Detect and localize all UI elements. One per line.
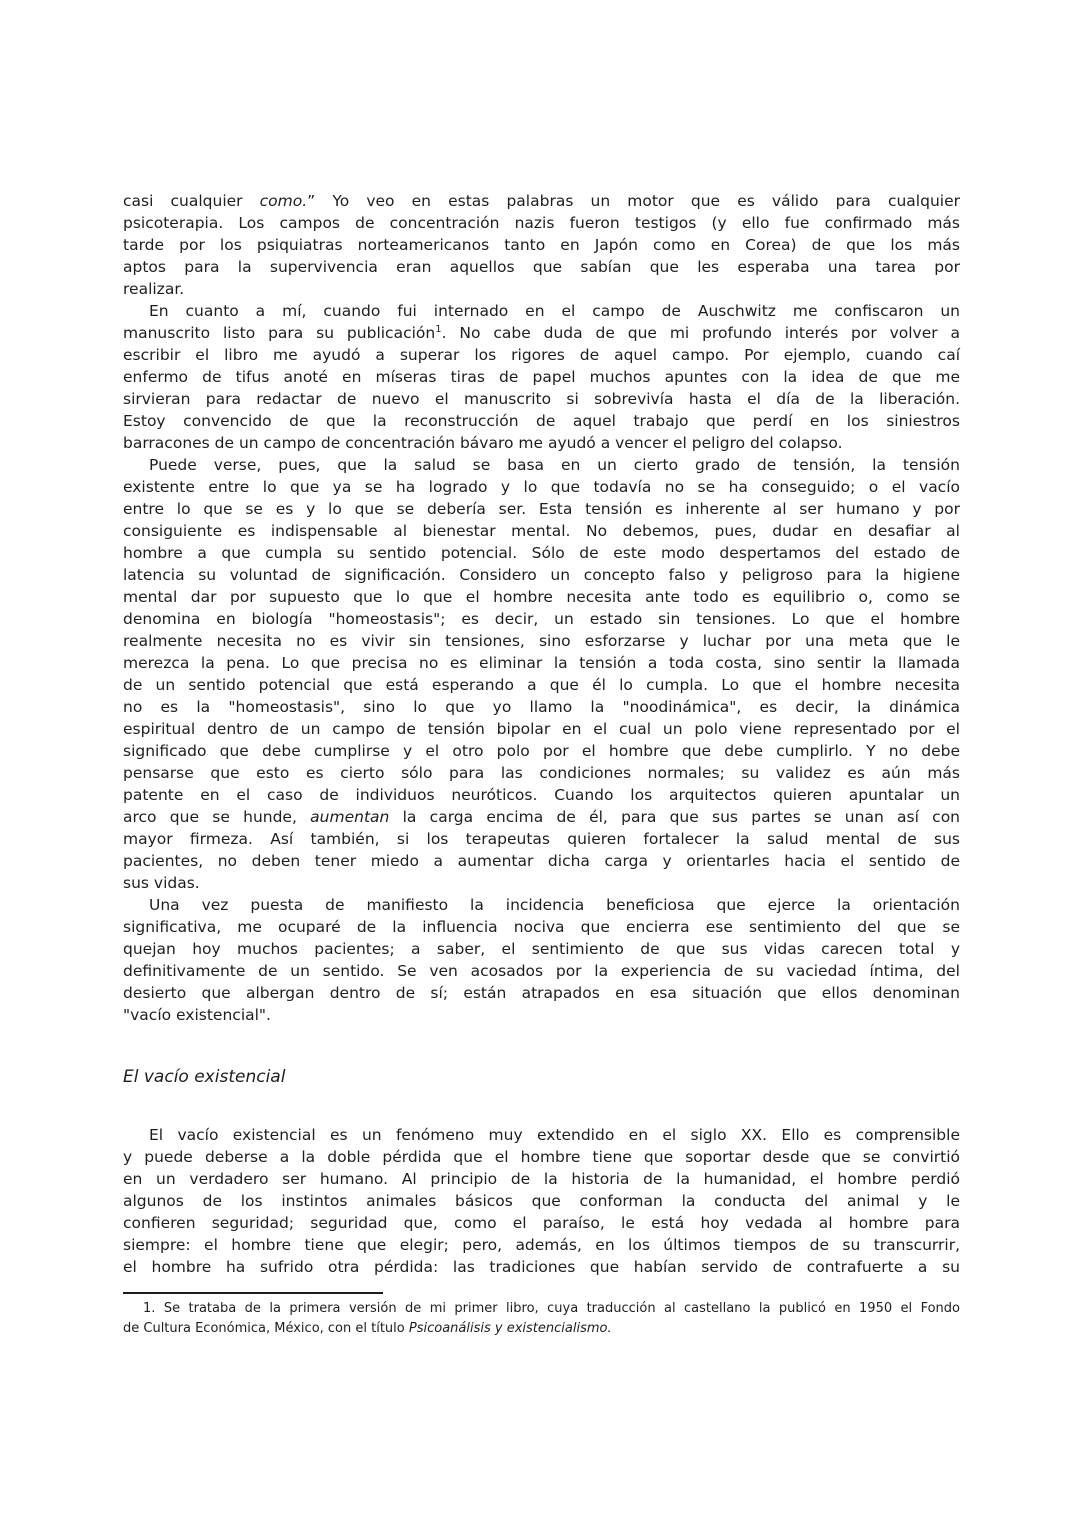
text-line: manuscrito listo para su publicación$^1$. No cabe duda de que mi profundo interés por volver a — [123, 323, 961, 342]
text-line: quejan hoy muchos pacientes; a saber, el sentimiento de que sus vidas carecen total y — [123, 940, 960, 958]
text-line: hombre a que cumpla su sentido potencial. Sólo de este modo despertamos del estado de — [123, 544, 960, 562]
text-line: Puede verse, pues, que la salud se basa en un cierto grado de tensión, la tensión — [149, 456, 960, 474]
text-line: entre lo que se es y lo que se debería ser. Esta tensión es inherente al ser humano y por — [123, 500, 960, 518]
text-line: significado que debe cumplirse y el otro polo por el hombre que debe cumplirlo. Y no debe — [123, 742, 960, 760]
text-line: Estoy convencido de que la reconstrucción de aquel trabajo que perdí en los siniestros — [123, 412, 960, 430]
text-line: realmente necesita no es vivir sin tensiones, sino esforzarse y luchar por una meta que le — [123, 632, 960, 650]
text-line: pacientes, no deben tener miedo a aumentar dicha carga y orientarles hacia el sentido de — [123, 852, 960, 870]
body-paragraphs — [123, 190, 960, 1026]
text-line: el hombre ha sufrido otra pérdida: las tradiciones que habían servido de contrafuerte a su — [123, 1258, 960, 1276]
text-line: realizar. — [123, 280, 185, 298]
paragraph — [123, 1124, 960, 1278]
text-line: y puede deberse a la doble pérdida que el hombre tiene que soportar desde que se convirtió — [123, 1148, 960, 1166]
text-line: consiguiente es indispensable al bienestar mental. No debemos, pues, dudar en desafiar al — [123, 522, 960, 540]
text-line: de un sentido potencial que está esperando a que él lo cumpla. Lo que el hombre necesita — [123, 676, 960, 694]
text-line: El vacío existencial es un fenómeno muy extendido en el siglo XX. Ello es comprensible — [149, 1126, 960, 1144]
footnote — [123, 1299, 960, 1339]
text-block — [123, 190, 960, 1339]
text-line: patente en el caso de individuos neuróticos. Cuando los arquitectos quieren apuntalar un — [123, 786, 960, 804]
text-line: casi cualquier como.” Yo veo en estas palabras un motor que es válido para cualquier — [123, 192, 960, 210]
text-line: "vacío existencial". — [123, 1006, 271, 1024]
footnote-separator — [123, 1292, 383, 1294]
text-line: denomina en biología "homeostasis"; es decir, un estado sin tensiones. Lo que el hombre — [123, 610, 960, 628]
text-line: no es la "homeostasis", sino lo que yo llamo la "noodinámica", es decir, la dinámica — [123, 698, 960, 716]
text-line: sirvieran para redactar de nuevo el manuscrito si sobrevivía hasta el día de la liberación. — [123, 390, 960, 408]
text-line: algunos de los instintos animales básicos que conforman la conducta del animal y le — [123, 1192, 960, 1210]
text-line: psicoterapia. Los campos de concentración nazis fueron testigos (y ello fue confirmado más — [123, 214, 960, 232]
text-line: escribir el libro me ayudó a superar los rigores de aquel campo. Por ejemplo, cuando caí — [123, 346, 960, 364]
text-line: definitivamente de un sentido. Se ven acosados por la experiencia de su vaciedad íntima, del — [123, 962, 960, 980]
text-line: enfermo de tifus anoté en míseras tiras de papel muchos apuntes con la idea de que me — [123, 368, 960, 386]
text-line: siempre: el hombre tiene que elegir; pero, además, en los últimos tiempos de su transcurrir, — [123, 1236, 960, 1254]
text-line: merezca la pena. Lo que precisa no es eliminar la tensión a toda costa, sino sentir la llamada — [123, 654, 960, 672]
text-line: confieren seguridad; seguridad que, como el paraíso, le está hoy vedada al hombre para — [123, 1214, 960, 1232]
paragraph — [123, 300, 960, 454]
text-line: existente entre lo que ya se ha logrado y lo que todavía no se ha conseguido; o el vacío — [123, 478, 960, 496]
text-line: en un verdadero ser humano. Al principio de la historia de la humanidad, el hombre perdió — [123, 1170, 960, 1188]
text-line: significativa, me ocuparé de la influencia nociva que encierra ese sentimiento del que se — [123, 918, 960, 936]
text-line: pensarse que esto es cierto sólo para las condiciones normales; su validez es aún más — [123, 764, 960, 782]
text-line: sus vidas. — [123, 874, 200, 892]
text-line: Una vez puesta de manifiesto la incidencia beneficiosa que ejerce la orientación — [149, 896, 960, 914]
text-line: barracones de un campo de concentración bávaro me ayudó a vencer el peligro del colapso. — [123, 434, 843, 452]
text-line: mental dar por supuesto que lo que el hombre necesita ante todo es equilibrio o, como se — [123, 588, 960, 606]
paragraph — [123, 190, 960, 300]
text-line: En cuanto a mí, cuando fui internado en el campo de Auschwitz me confiscaron un — [149, 302, 960, 320]
section-paragraphs — [123, 1124, 960, 1278]
paragraph — [123, 454, 960, 894]
text-line: 1. Se trataba de la primera versión de mi primer libro, cuya traducción al castellano la publicó en 1950 el Fondo — [143, 1301, 960, 1316]
text-line: desierto que albergan dentro de sí; están atrapados en esa situación que ellos denominan — [123, 984, 960, 1002]
text-line: mayor firmeza. Así también, si los terapeutas quieren fortalecer la salud mental de sus — [123, 830, 960, 848]
section-heading: El vacío existencial — [123, 1067, 286, 1087]
text-line: espiritual dentro de un campo de tensión bipolar en el cual un polo viene representado por el — [123, 720, 960, 738]
text-line: aptos para la supervivencia eran aquellos que sabían que les esperaba una tarea por — [123, 258, 960, 276]
text-line: arco que se hunde, aumentan la carga encima de él, para que sus partes se unan así con — [123, 808, 960, 826]
text-line: tarde por los psiquiatras norteamericanos tanto en Japón como en Corea) de que los más — [123, 236, 960, 254]
paragraph — [123, 894, 960, 1026]
text-line: de Cultura Económica, México, con el título Psicoanálisis y existencialismo. — [123, 1321, 612, 1336]
text-line: latencia su voluntad de significación. Considero un concepto falso y peligroso para la higiene — [123, 566, 960, 584]
